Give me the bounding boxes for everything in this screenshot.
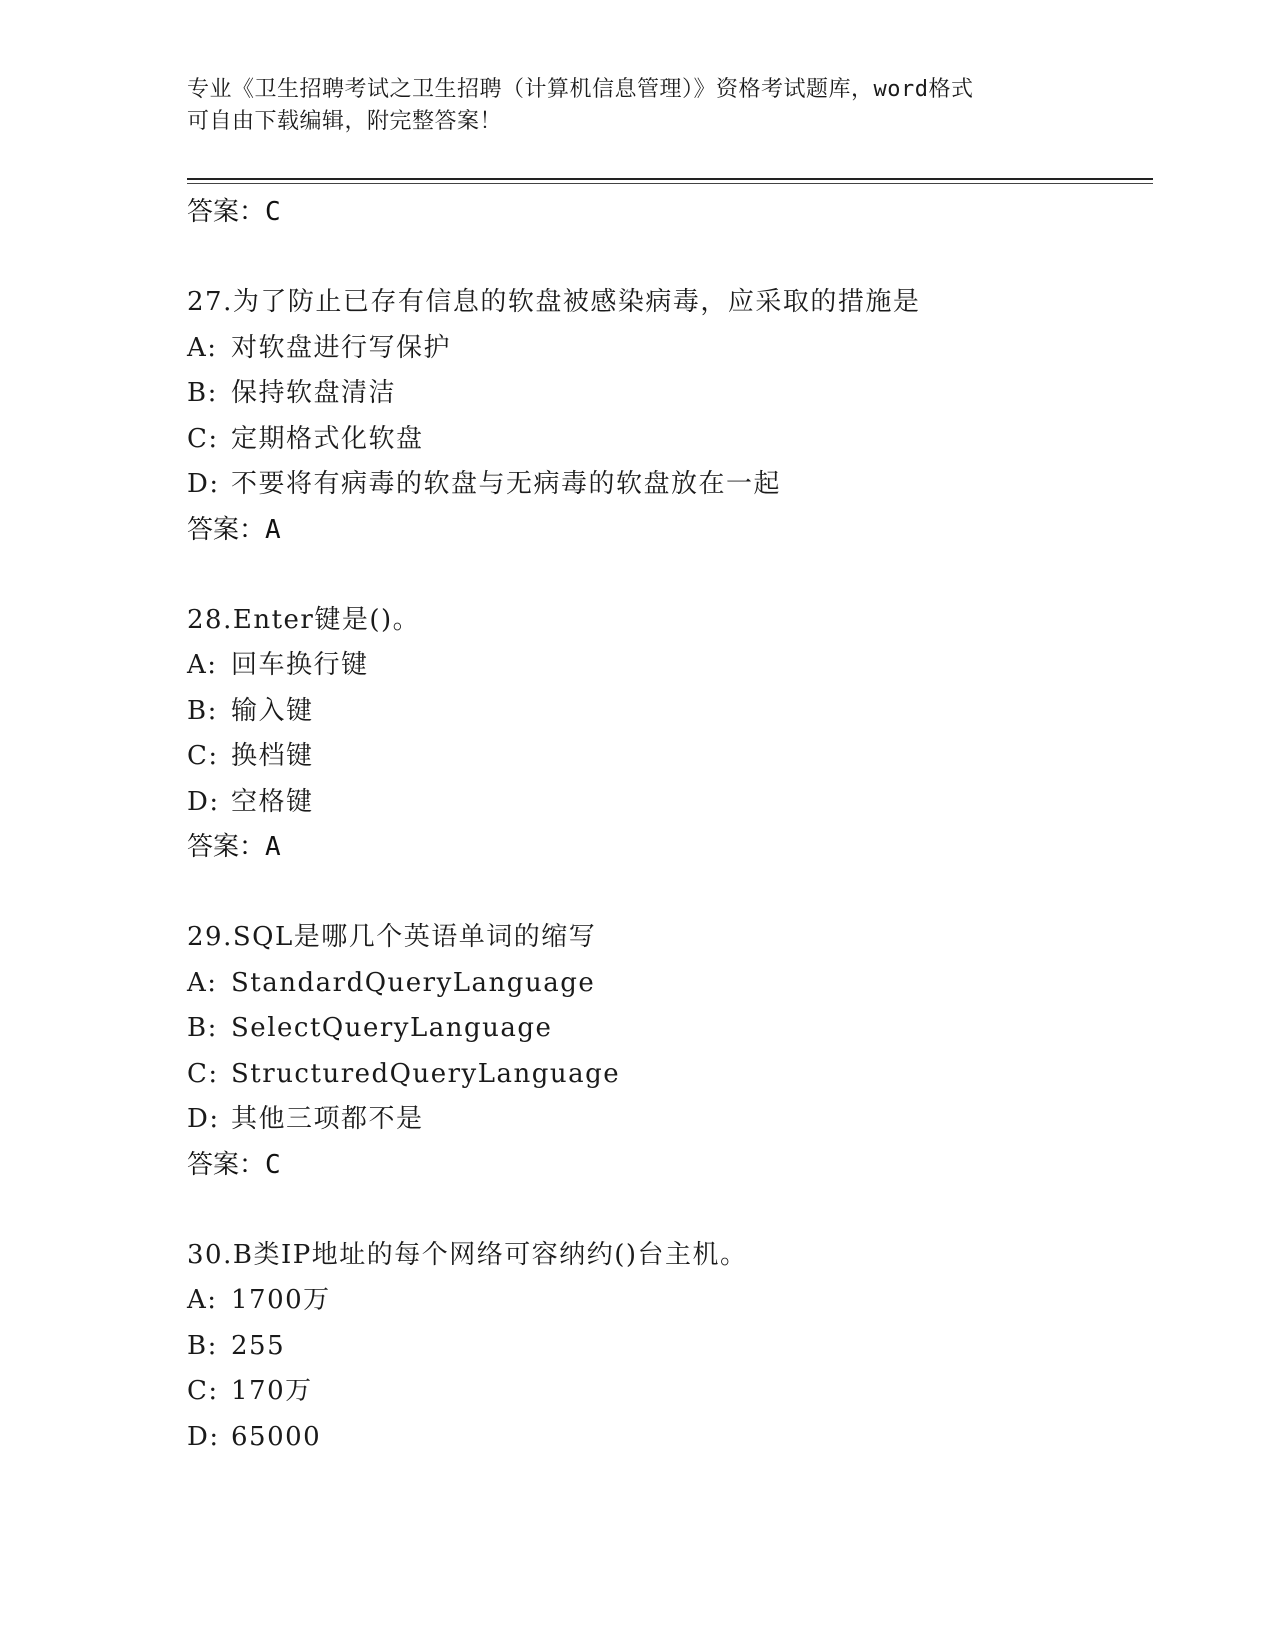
question-27 [187, 280, 1153, 552]
answer-label: 答案： [187, 832, 266, 862]
document-header [187, 74, 1087, 138]
question-30 [187, 1233, 1153, 1461]
option-a [187, 326, 1153, 372]
option-letter: C: [187, 423, 219, 454]
option-letter: D: [187, 1421, 220, 1452]
option-c [187, 1052, 1153, 1098]
option-a [187, 1278, 1153, 1324]
option-letter: D: [187, 469, 220, 499]
option-text: 65000 [231, 1421, 322, 1452]
option-letter: A: [187, 650, 218, 680]
header-line-2: 可自由下载编辑，附完整答案！ [187, 109, 503, 134]
answer-label: 答案： [187, 514, 266, 545]
option-text: 其他三项都不是 [231, 1104, 424, 1134]
option-letter: B: [187, 378, 218, 408]
option-letter: A: [187, 332, 218, 363]
option-b [187, 1324, 1153, 1370]
answer-line [187, 825, 1153, 869]
option-d [187, 462, 1153, 508]
question-title: 29.SQL是哪几个英语单词的缩写 [187, 922, 597, 952]
header-divider-thin [187, 183, 1153, 184]
option-c [187, 734, 1153, 780]
option-text: StructuredQueryLanguage [231, 1058, 621, 1089]
option-c [187, 417, 1153, 463]
option-letter: A: [187, 967, 218, 998]
option-text: 255 [231, 1330, 286, 1361]
option-letter: A: [187, 1285, 218, 1315]
option-a [187, 643, 1153, 689]
option-text: 对软盘进行写保护 [231, 332, 452, 363]
option-letter: C: [187, 1058, 219, 1089]
answer-line-prev [187, 190, 1153, 234]
option-letter: C: [187, 741, 219, 771]
answer-label: 答案： [187, 1149, 266, 1180]
answer-value: C [265, 1149, 281, 1180]
option-text: 输入键 [231, 695, 314, 726]
option-text: StandardQueryLanguage [231, 967, 596, 998]
option-text: 170万 [231, 1376, 313, 1406]
option-letter: C: [187, 1376, 219, 1406]
option-letter: B: [187, 695, 218, 726]
option-b [187, 689, 1153, 735]
question-29 [187, 915, 1153, 1187]
option-c [187, 1369, 1153, 1415]
question-title: 27.为了防止已存有信息的软盘被感染病毒，应采取的措施是 [187, 287, 921, 317]
option-text: 回车换行键 [231, 650, 369, 680]
option-text: 1700万 [231, 1285, 331, 1315]
option-a [187, 961, 1153, 1007]
answer-label: 答案： [187, 197, 266, 227]
option-text: 换档键 [231, 741, 314, 771]
option-letter: D: [187, 1104, 220, 1134]
question-title: 30.B类IP地址的每个网络可容纳约()台主机。 [187, 1239, 748, 1270]
answer-line [187, 1143, 1153, 1187]
header-divider-thick [187, 178, 1153, 180]
question-title: 28.Enter键是()。 [187, 604, 421, 635]
answer-value: C [265, 197, 281, 227]
option-b [187, 1006, 1153, 1052]
header-line-1: 专业《卫生招聘考试之卫生招聘（计算机信息管理）》资格考试题库，word格式 [187, 77, 974, 102]
option-d [187, 780, 1153, 826]
option-letter: D: [187, 786, 220, 817]
option-letter: B: [187, 1330, 218, 1361]
question-28 [187, 598, 1153, 870]
answer-line [187, 508, 1153, 552]
question-list [187, 190, 1153, 1460]
option-text: 空格键 [231, 786, 314, 817]
option-b [187, 371, 1153, 417]
option-text: 定期格式化软盘 [231, 423, 424, 454]
option-text: 保持软盘清洁 [231, 378, 397, 408]
option-letter: B: [187, 1013, 218, 1043]
answer-value: A [265, 514, 281, 545]
option-text: SelectQueryLanguage [231, 1013, 553, 1043]
answer-value: A [265, 832, 281, 862]
option-text: 不要将有病毒的软盘与无病毒的软盘放在一起 [231, 469, 782, 499]
option-d [187, 1097, 1153, 1143]
option-d [187, 1415, 1153, 1461]
